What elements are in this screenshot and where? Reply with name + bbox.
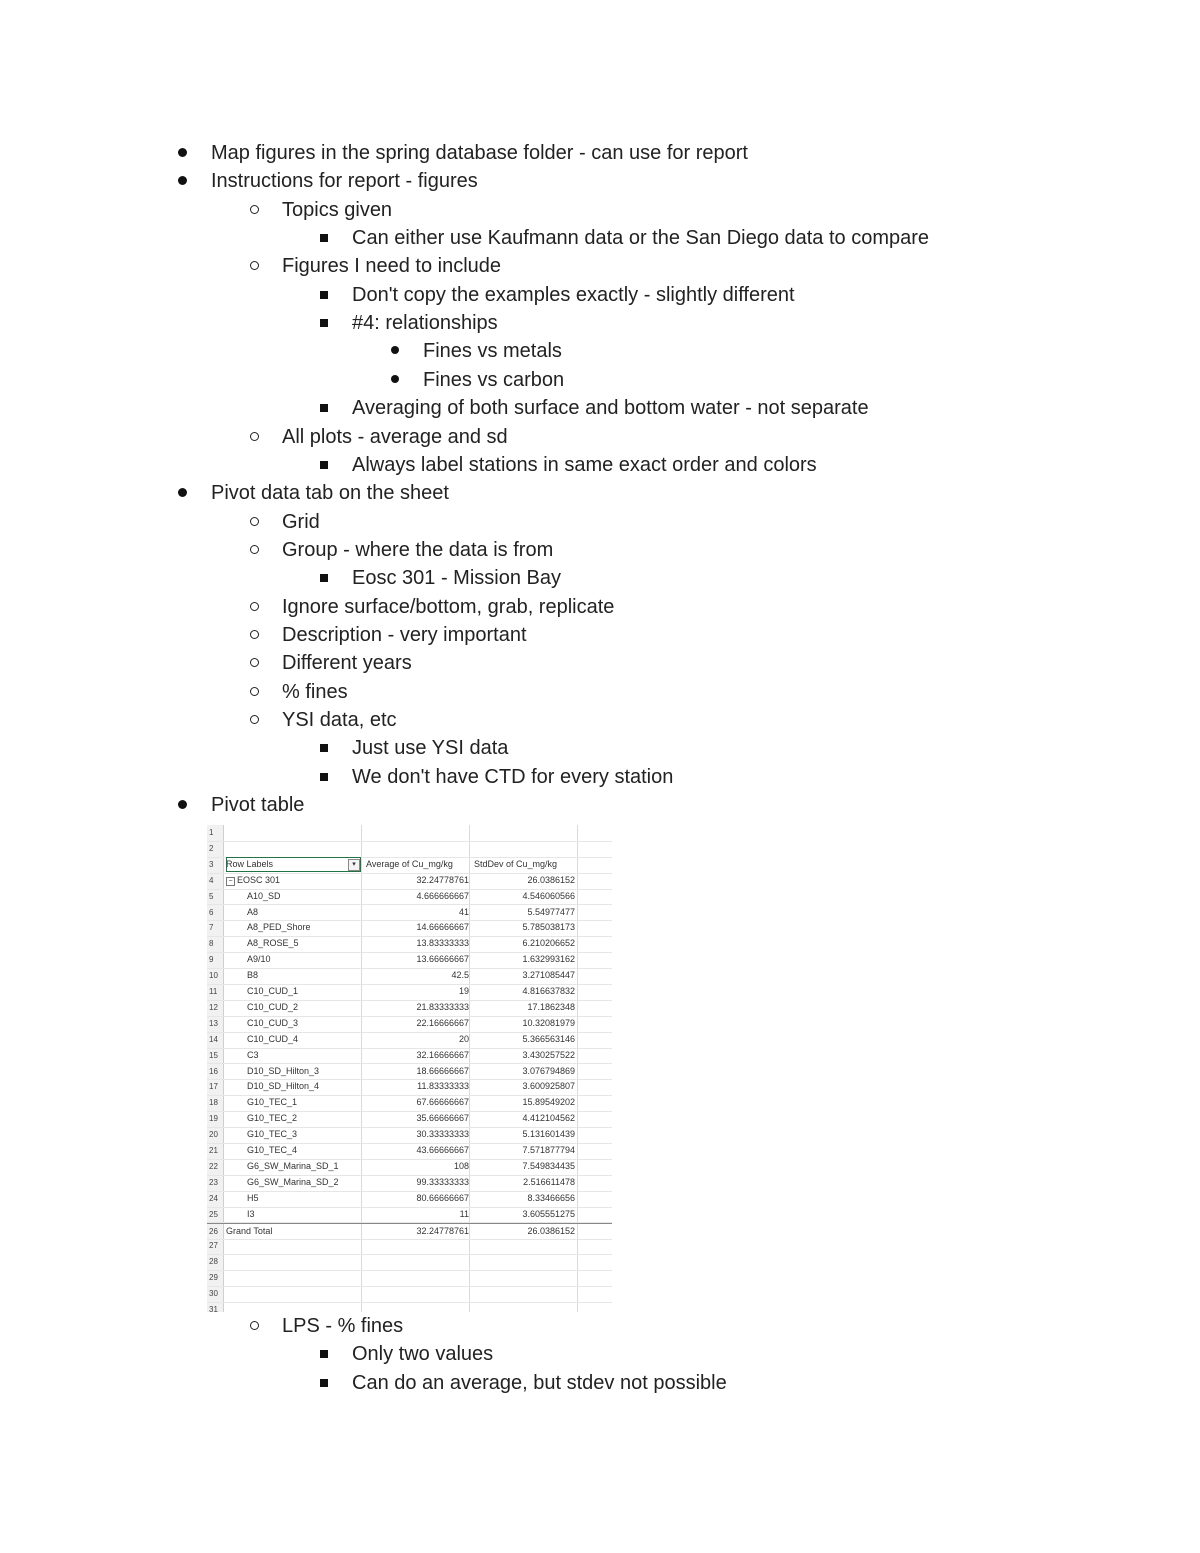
bullet-icon — [320, 1350, 328, 1358]
bullet-icon — [250, 205, 259, 214]
stdev-cell[interactable]: 3.600925807 — [522, 1081, 575, 1092]
note-text: Don't copy the examples exactly - slightly different — [352, 283, 795, 306]
row-number: 27 — [209, 1241, 218, 1251]
table-row — [207, 936, 612, 953]
row-number: 18 — [209, 1098, 218, 1108]
row-number: 8 — [209, 939, 214, 949]
label-cell[interactable]: C10_CUD_2 — [247, 1001, 299, 1012]
row-number: 19 — [209, 1114, 218, 1124]
table-row — [207, 889, 612, 906]
note-text: Ignore surface/bottom, grab, replicate — [282, 595, 615, 618]
average-cell[interactable]: 41 — [458, 906, 469, 917]
stdev-cell[interactable]: 7.549834435 — [522, 1160, 575, 1171]
note-text: Fines vs metals — [423, 340, 562, 363]
label-cell[interactable]: Row Labels — [226, 858, 274, 869]
row-number: 1 — [209, 828, 214, 837]
label-cell[interactable]: A8 — [247, 906, 259, 917]
bullet-icon — [320, 404, 328, 412]
stdev-cell[interactable]: 6.210206652 — [522, 938, 575, 949]
label-cell[interactable]: A8_PED_Shore — [247, 922, 311, 933]
label-cell[interactable]: C10_CUD_1 — [247, 986, 299, 996]
note-text: All plots - average and sd — [282, 425, 508, 448]
label-cell[interactable]: A8_ROSE_5 — [247, 938, 299, 949]
note-text: Fines vs carbon — [423, 368, 565, 391]
bullet-icon — [320, 291, 328, 299]
row-number: 13 — [209, 1018, 218, 1028]
average-cell[interactable]: 11.83333333 — [417, 1081, 469, 1092]
note-text: Can either use Kaufmann data or the San Diego data to compare — [352, 227, 930, 250]
bullet-icon — [178, 176, 187, 185]
table-row — [207, 1175, 612, 1192]
bullet-icon — [391, 375, 399, 383]
stdev-cell[interactable]: 3.076794869 — [522, 1065, 575, 1076]
bullet-icon — [178, 488, 187, 497]
stdev-cell[interactable]: 4.816637832 — [522, 986, 575, 996]
row-number: 29 — [209, 1273, 218, 1283]
note-text: Always label stations in same exact order and colors — [352, 453, 817, 476]
table-row — [207, 1238, 612, 1255]
average-cell[interactable]: 21.83333333 — [416, 1001, 469, 1012]
label-cell[interactable]: A10_SD — [247, 890, 281, 901]
stdev-cell[interactable]: 7.571877794 — [522, 1145, 575, 1155]
bullet-icon — [178, 800, 187, 809]
row-number: 11 — [209, 987, 218, 996]
average-cell[interactable]: 43.66666667 — [416, 1145, 469, 1155]
average-cell[interactable]: 13.83333333 — [416, 938, 469, 949]
table-row — [207, 841, 612, 858]
bullet-icon — [250, 715, 259, 724]
stdev-cell[interactable]: 17.1862348 — [527, 1001, 575, 1012]
table-row — [207, 968, 612, 985]
bullet-icon — [320, 234, 328, 242]
note-text: Topics given — [282, 198, 393, 221]
bullet-icon — [320, 319, 328, 327]
label-cell[interactable]: D10_SD_Hilton_4 — [247, 1081, 320, 1092]
table-row — [207, 1095, 612, 1112]
bullet-icon — [250, 1321, 259, 1330]
row-number: 17 — [209, 1082, 218, 1092]
filter-dropdown-icon[interactable]: ▾ — [348, 859, 360, 871]
note-text: Grid — [282, 510, 320, 533]
average-cell[interactable]: 35.66666667 — [416, 1113, 469, 1124]
stdev-cell[interactable]: 5.54977477 — [527, 906, 575, 917]
row-number: 5 — [209, 891, 214, 901]
average-cell[interactable]: 13.66666667 — [416, 954, 469, 965]
label-cell[interactable]: C3 — [247, 1049, 259, 1060]
bullet-icon — [250, 687, 259, 696]
note-text: Only two values — [352, 1343, 494, 1366]
row-number: 28 — [209, 1257, 218, 1267]
table-row — [207, 984, 612, 1001]
stdev-cell[interactable]: 3.605551275 — [522, 1208, 575, 1219]
average-cell[interactable]: 19 — [458, 986, 469, 996]
note-text: Just use YSI data — [352, 737, 509, 760]
table-row — [207, 952, 612, 969]
average-cell[interactable]: 22.16666667 — [416, 1017, 469, 1028]
stdev-cell[interactable]: 5.785038173 — [522, 922, 575, 933]
table-row — [207, 905, 612, 922]
row-number: 22 — [209, 1161, 218, 1171]
note-text: Instructions for report - figures — [211, 170, 478, 193]
row-number: 15 — [209, 1050, 218, 1060]
bullet-icon — [320, 773, 328, 781]
table-row — [207, 1111, 612, 1128]
average-cell[interactable]: 32.24778761 — [416, 874, 469, 885]
label-cell[interactable]: D10_SD_Hilton_3 — [247, 1065, 320, 1076]
label-cell[interactable]: G6_SW_Marina_SD_2 — [247, 1176, 339, 1187]
table-row — [207, 920, 612, 937]
stdev-cell[interactable]: 8.33466656 — [527, 1192, 575, 1203]
note-text: Group - where the data is from — [282, 538, 554, 561]
note-text: Different years — [282, 652, 412, 675]
table-row — [207, 1286, 612, 1303]
bullet-icon — [250, 602, 259, 611]
table-row — [207, 1254, 612, 1271]
average-cell[interactable]: 108 — [453, 1160, 469, 1171]
bullet-icon — [320, 1379, 328, 1387]
table-row — [207, 1207, 612, 1224]
note-text: We don't have CTD for every station — [352, 765, 674, 788]
table-row — [207, 1143, 612, 1160]
bullet-icon — [250, 630, 259, 639]
label-cell[interactable]: G10_TEC_4 — [247, 1145, 298, 1155]
note-text: Pivot data tab on the sheet — [211, 482, 449, 505]
row-number: 30 — [209, 1289, 218, 1299]
row-number: 21 — [209, 1146, 218, 1155]
average-cell[interactable]: 30.33333333 — [416, 1129, 469, 1140]
note-text: Figures I need to include — [282, 255, 502, 278]
bullet-icon — [320, 744, 328, 752]
note-text: Pivot table — [211, 794, 305, 817]
row-number: 16 — [209, 1066, 218, 1076]
table-row — [207, 1127, 612, 1144]
bullet-icon — [250, 261, 259, 270]
note-text: Can do an average, but stdev not possible — [352, 1371, 727, 1394]
note-text: Description - very important — [282, 623, 527, 646]
bullet-icon — [391, 346, 399, 354]
table-row — [207, 857, 612, 874]
average-cell[interactable]: 67.66666667 — [416, 1097, 469, 1108]
bullet-icon — [250, 517, 259, 526]
average-cell[interactable]: 32.24778761 — [416, 1225, 469, 1236]
stdev-cell[interactable]: 5.131601439 — [522, 1129, 575, 1140]
stdev-cell[interactable]: 2.516611478 — [523, 1176, 575, 1187]
average-cell[interactable]: 14.66666667 — [416, 922, 469, 933]
row-number: 9 — [209, 955, 214, 965]
note-text: Eosc 301 - Mission Bay — [352, 567, 561, 590]
row-number: 4 — [209, 875, 214, 885]
average-cell[interactable]: 4.666666667 — [416, 890, 469, 901]
average-cell[interactable]: 32.16666667 — [416, 1049, 469, 1060]
stdev-cell[interactable]: 26.0386152 — [527, 1225, 575, 1236]
bullet-icon — [178, 148, 187, 157]
note-text: YSI data, etc — [282, 709, 397, 731]
row-number: 7 — [209, 923, 214, 933]
note-text: Averaging of both surface and bottom water - not separate — [352, 397, 869, 420]
note-text: #4: relationships — [352, 312, 498, 335]
row-number: 12 — [209, 1002, 218, 1012]
pivot-table-screenshot — [207, 825, 612, 1312]
label-cell[interactable]: G10_TEC_3 — [247, 1129, 298, 1140]
table-row — [207, 1270, 612, 1287]
row-number: 23 — [209, 1177, 218, 1187]
table-row — [207, 1048, 612, 1065]
average-cell[interactable]: 42.5 — [451, 970, 469, 981]
row-number: 10 — [209, 971, 218, 981]
stdev-cell[interactable]: 3.430257522 — [522, 1049, 575, 1060]
stdev-cell[interactable]: StdDev of Cu_mg/kg — [474, 858, 558, 869]
label-cell[interactable]: − EOSC 301 — [226, 873, 361, 889]
row-number: 3 — [209, 859, 214, 869]
row-number: 25 — [209, 1209, 218, 1219]
table-row — [207, 1032, 612, 1049]
average-cell[interactable]: Average of Cu_mg/kg — [366, 858, 453, 869]
table-row — [207, 1000, 612, 1017]
row-number: 6 — [209, 907, 214, 917]
stdev-cell[interactable]: 26.0386152 — [527, 874, 575, 885]
bullet-icon — [320, 574, 328, 582]
table-row — [207, 873, 612, 890]
bullet-icon — [320, 461, 328, 469]
row-number: 26 — [209, 1226, 218, 1236]
table-row — [207, 1079, 612, 1096]
average-cell[interactable]: 99.33333333 — [416, 1176, 469, 1187]
bullet-icon — [250, 545, 259, 554]
table-row — [207, 1159, 612, 1176]
stdev-cell[interactable]: 1.632993162 — [522, 954, 575, 965]
table-row — [207, 1064, 612, 1081]
label-cell[interactable]: Grand Total — [226, 1225, 273, 1236]
label-cell[interactable]: G6_SW_Marina_SD_1 — [247, 1160, 339, 1171]
note-text: LPS - % fines — [282, 1315, 404, 1337]
label-cell[interactable]: A9/10 — [247, 954, 271, 965]
label-cell[interactable]: C10_CUD_4 — [247, 1033, 299, 1044]
note-text: Map figures in the spring database folder - can use for report — [211, 142, 748, 164]
average-cell[interactable]: 20 — [458, 1033, 469, 1044]
stdev-cell[interactable]: 3.271085447 — [522, 970, 575, 981]
table-row — [207, 1302, 612, 1312]
table-row — [207, 1016, 612, 1033]
row-number: 2 — [209, 843, 214, 853]
label-cell[interactable]: H5 — [247, 1192, 259, 1203]
stdev-cell[interactable]: 5.366563146 — [522, 1033, 575, 1044]
stdev-cell[interactable]: 4.546060566 — [522, 890, 575, 901]
label-cell[interactable]: G10_TEC_1 — [247, 1097, 298, 1108]
table-row — [207, 825, 612, 842]
row-number: 31 — [209, 1305, 218, 1312]
row-number: 24 — [209, 1193, 218, 1203]
row-number: 14 — [209, 1034, 218, 1044]
selected-cell[interactable] — [226, 857, 361, 872]
average-cell[interactable]: 11 — [459, 1208, 469, 1219]
label-cell[interactable]: B8 — [247, 970, 259, 981]
table-row — [207, 1191, 612, 1208]
average-cell[interactable]: 80.66666667 — [416, 1192, 469, 1203]
bullet-icon — [250, 432, 259, 441]
collapse-icon[interactable]: − — [226, 877, 235, 886]
stdev-cell[interactable]: 4.412104562 — [522, 1113, 575, 1124]
bullet-icon — [250, 658, 259, 667]
label-cell[interactable]: I3 — [247, 1208, 255, 1219]
label-cell[interactable]: C10_CUD_3 — [247, 1017, 299, 1028]
label-cell[interactable]: G10_TEC_2 — [247, 1113, 298, 1124]
row-number: 20 — [209, 1130, 218, 1140]
average-cell[interactable]: 18.66666667 — [416, 1065, 469, 1076]
stdev-cell[interactable]: 15.89549202 — [522, 1097, 575, 1108]
stdev-cell[interactable]: 10.32081979 — [522, 1017, 575, 1028]
note-text: % fines — [282, 680, 348, 703]
